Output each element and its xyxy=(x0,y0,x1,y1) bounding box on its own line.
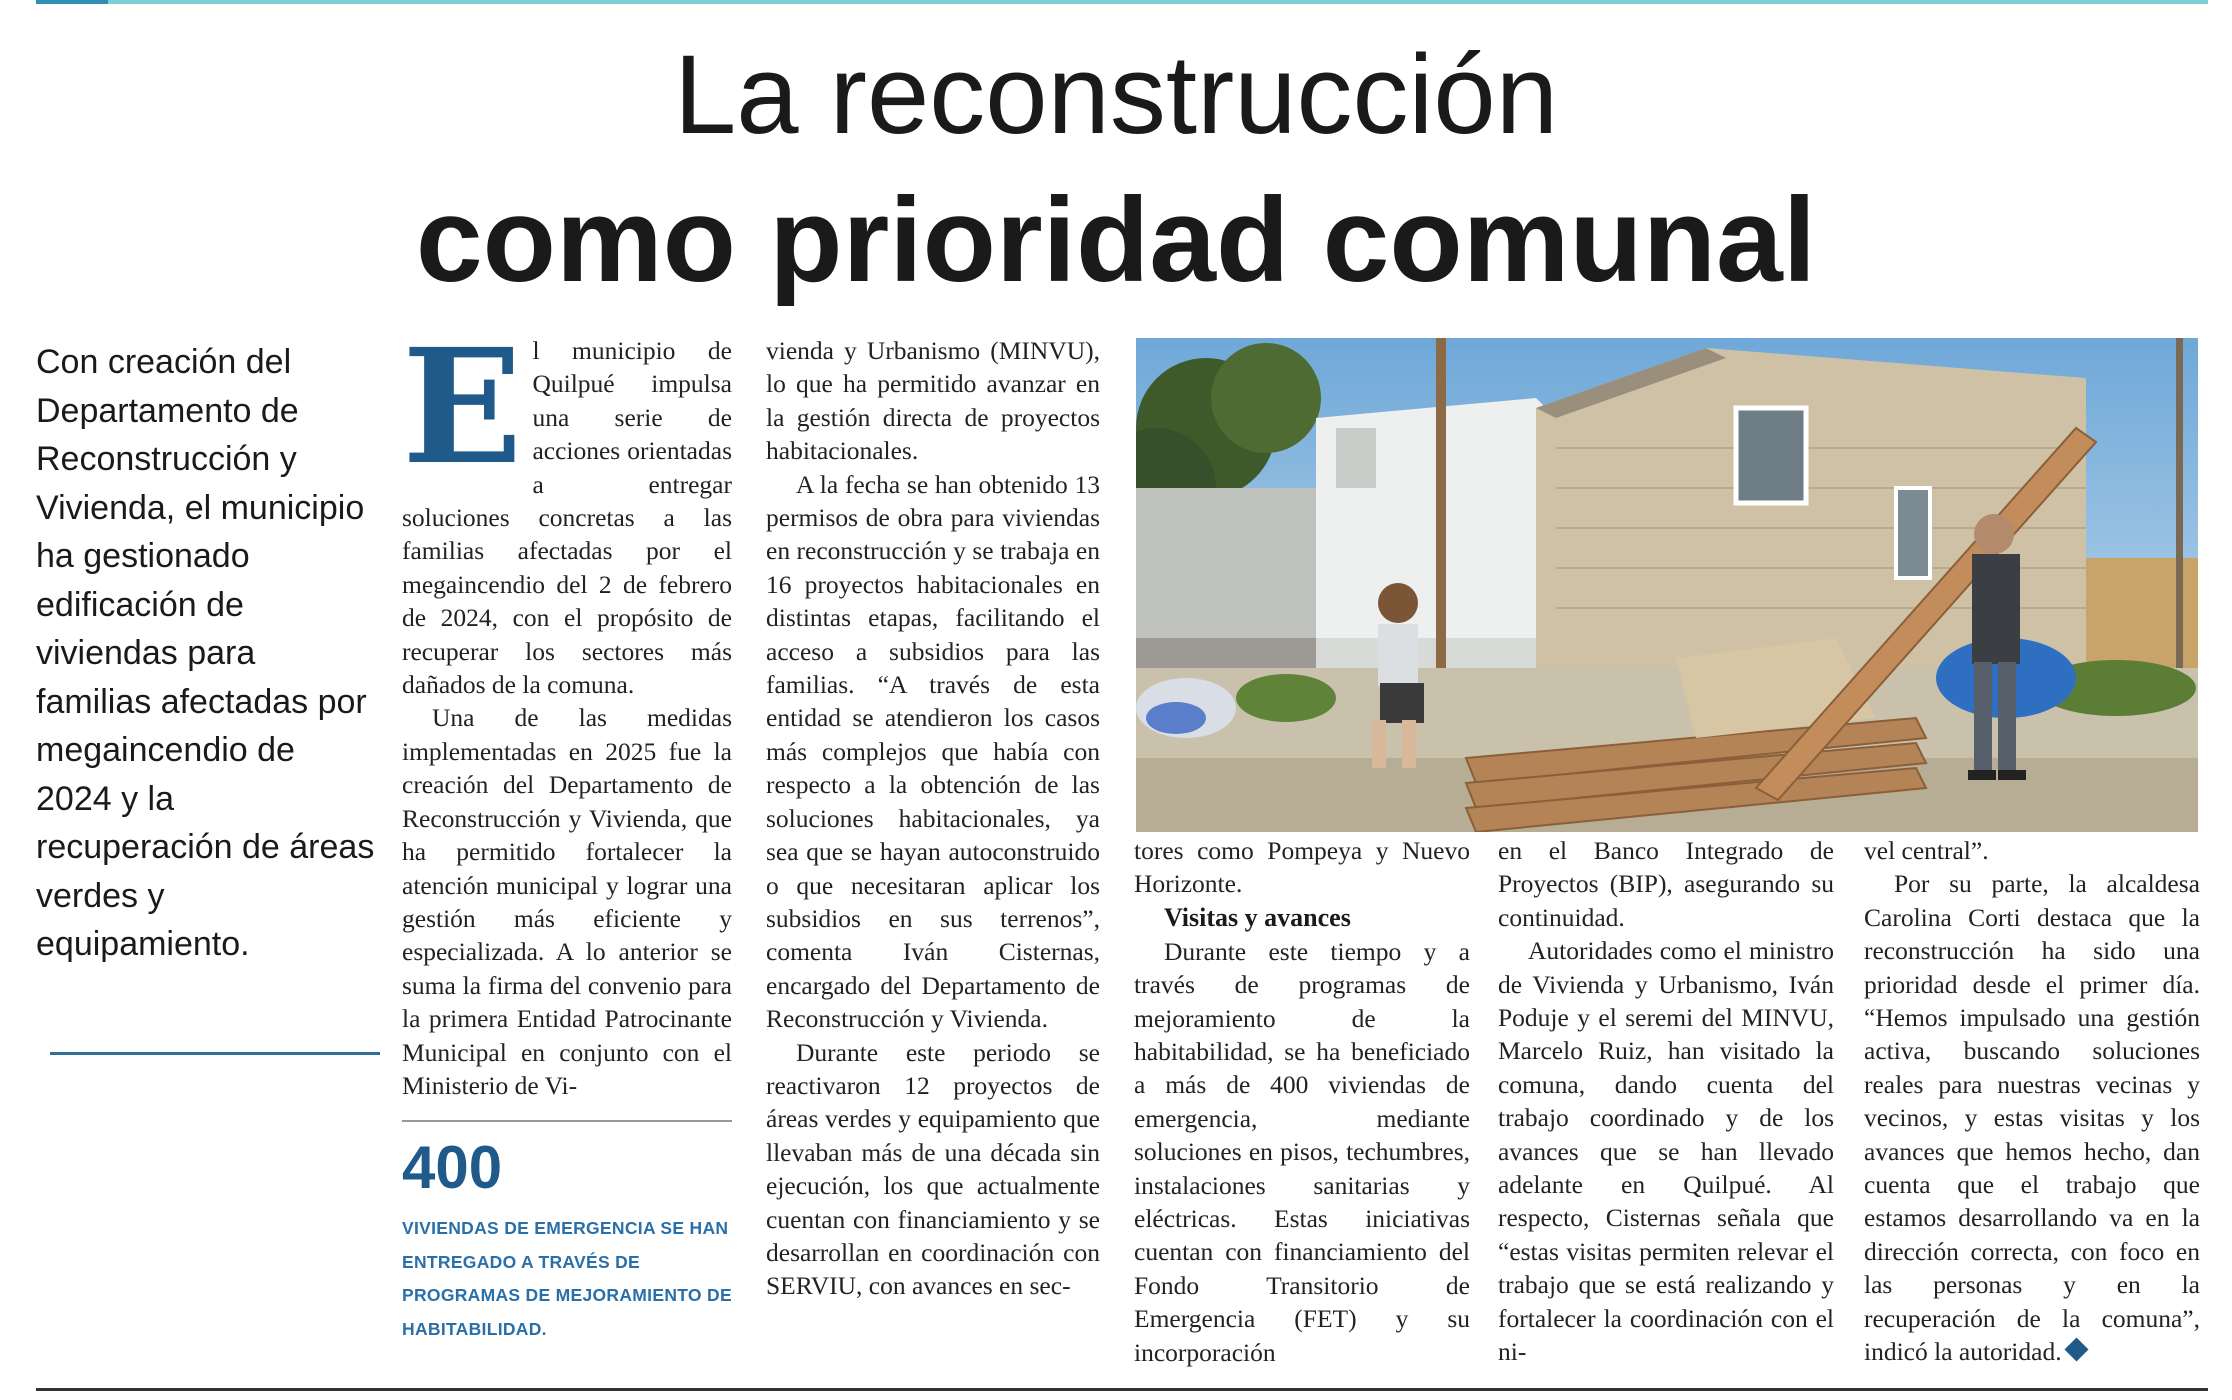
paragraph: tores como Pompeya y Nuevo Horizonte. xyxy=(1134,836,1470,899)
article-column-5 xyxy=(1864,834,2200,1374)
subheading: Visitas y avances xyxy=(1164,902,1351,932)
top-rule xyxy=(36,0,2208,4)
deck-summary: Con creación del Departamento de Reconstrucción y Vivienda, el municipio ha gestionado edificación de viviendas para familias afectadas por megaincendio de 2024 y la recuperación de áreas verdes y equipamiento. xyxy=(36,343,375,963)
dropcap: E xyxy=(402,334,523,500)
deck-rule xyxy=(50,1052,380,1055)
paragraph: vienda y Urbanismo (MINVU), lo que ha permitido avanzar en la gestión directa de proyectos habitacionales. xyxy=(766,336,1100,466)
article-photo xyxy=(1136,338,2198,832)
article-column-3 xyxy=(1134,834,1470,1374)
paragraph: A la fecha se han obtenido 13 permisos de obra para viviendas en reconstrucción y se trabaja en 16 proyectos habitacionales en distintas etapas, facilitando el acceso a subsidios para las familias. “A través de esta entidad se atendieron los casos más complejos que había con respecto a la obtención de las soluciones habitacionales, ya sea que se hayan autoconstruido o que necesitaran aplicar los subsidios en sus terrenos”, comenta Iván Cisternas, encargado del Departamento de Reconstrucción y Vivienda. xyxy=(766,469,1100,1034)
paragraph-text: l municipio de Quilpué impulsa una serie de acciones orientadas a entregar soluciones concretas a las familias afectadas por el megaincendio del 2 de febrero de 2024, con el propósito de recuperar los sectores más dañados de la comuna. xyxy=(402,336,732,700)
stat-number: 400 xyxy=(402,1134,503,1201)
bottom-rule xyxy=(36,1388,2208,1391)
paragraph: Una de las medidas implementadas en 2025 fue la creación del Departamento de Reconstrucción y Vivienda, que ha permitido fortalecer la atención municipal y lograr una gestión más eficiente y especializada. A lo anterior se suma la firma del convenio para la primera Entidad Patrocinante Municipal en conjunto con el Ministerio de Vi- xyxy=(402,703,732,1100)
paragraph: en el Banco Integrado de Proyectos (BIP), asegurando su continuidad. xyxy=(1498,836,1834,932)
headline-line-1: La reconstrucción xyxy=(673,32,1559,157)
photo-illustration xyxy=(1136,338,2198,832)
article-column-4 xyxy=(1498,834,1834,1374)
paragraph: vel central”. xyxy=(1864,836,1989,865)
article-column-1 xyxy=(402,334,732,1104)
paragraph-text: Por su parte, la alcaldesa Carolina Corti destaca que la reconstrucción ha sido una prioridad desde el primer día. “Hemos impulsado una gestión activa, buscando soluciones reales para nuestras vecinas y vecinos, y estas visitas y los avances que hemos hecho, dan cuenta que el trabajo que estamos desarrollando va en la dirección correcta, con foco en las personas y en la recuperación de la comuna”, indicó la autoridad. xyxy=(1864,869,2200,1367)
paragraph: Autoridades como el ministro de Vivienda y Urbanismo, Iván Poduje y el seremi del MINVU, Marcelo Ruiz, han visitado la comuna, dando cuenta del trabajo coordinado y de los avances que se han llevado adelante en Quilpué. Al respecto, Cisternas señala que “estas visitas permiten relevar el trabajo que se está realizando y fortalecer la coordinación con el ni- xyxy=(1498,936,1834,1367)
paragraph xyxy=(1864,867,2200,1368)
paragraph: Durante este periodo se reactivaron 12 proyectos de áreas verdes y equipamiento que llevaban más de una década sin ejecución, los que actualmente cuentan con financiamiento y se desarrollan en coordinación con SERVIU, con avances en sec- xyxy=(766,1037,1100,1301)
stat-rule xyxy=(402,1120,732,1122)
paragraph: Durante este tiempo y a través de programas de mejoramiento de la habitabilidad, se ha beneficiado a más de 400 viviendas de emergencia, mediante soluciones en pisos, techumbres, instalaciones sanitarias y eléctricas. Estas iniciativas cuentan con financiamiento del Fondo Transitorio de Emergencia (FET) y su incorporación xyxy=(1134,936,1470,1367)
paragraph xyxy=(402,334,732,701)
top-rule-tab xyxy=(36,0,108,4)
article-column-2 xyxy=(766,334,1100,1369)
end-mark-icon xyxy=(2064,1338,2088,1362)
headline-line-2: como prioridad comunal xyxy=(415,173,1817,307)
stat-caption: VIVIENDAS DE EMERGENCIA SE HAN ENTREGADO A TRAVÉS DE PROGRAMAS DE MEJORAMIENTO DE HABITABILIDAD. xyxy=(402,1218,732,1339)
